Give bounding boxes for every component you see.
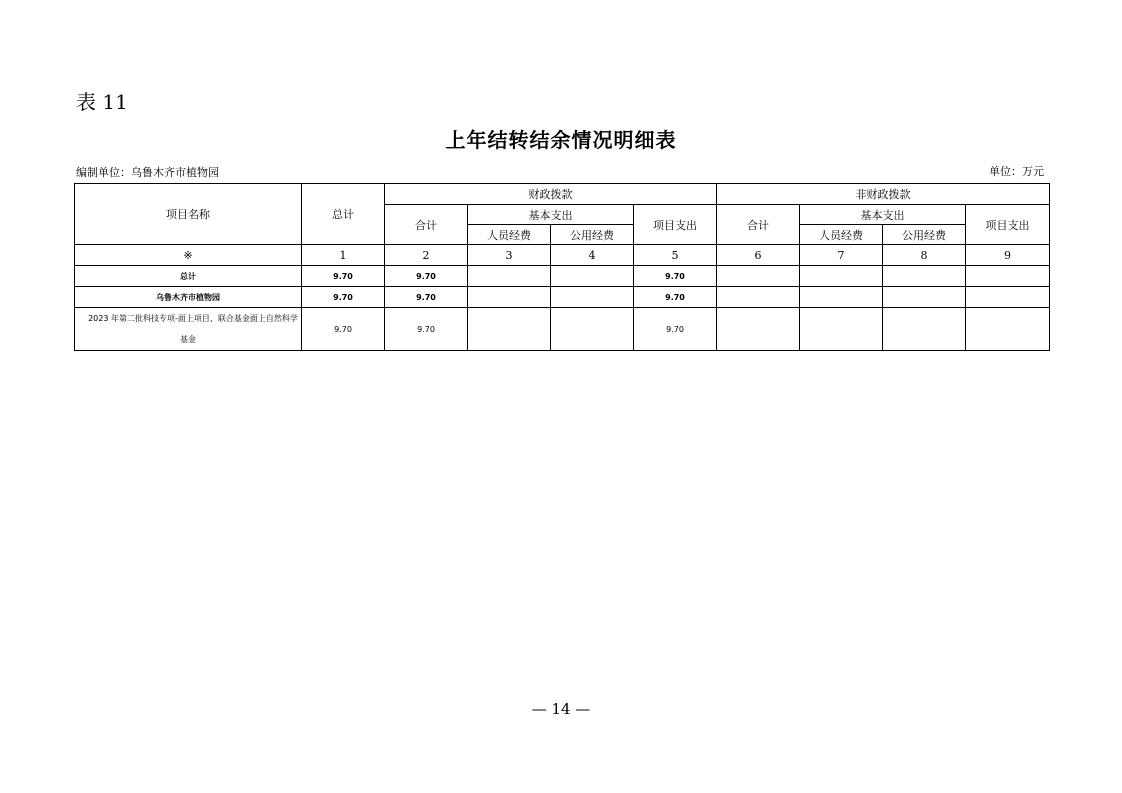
header-non-fiscal: 非财政拨款 [717, 184, 1050, 205]
header-nonfiscal-project: 项目支出 [966, 205, 1050, 245]
header-nonfiscal-subtotal: 合计 [717, 205, 800, 245]
index-mark: ※ [75, 245, 302, 266]
table-row-unit [75, 287, 1050, 308]
row-cell [883, 266, 966, 287]
header-fiscal-public: 公用经费 [551, 225, 634, 245]
row-cell [717, 266, 800, 287]
row-cell: 9.70 [302, 266, 385, 287]
row-cell [551, 266, 634, 287]
row-cell [966, 287, 1050, 308]
page-title: 上年结转结余情况明细表 [445, 128, 677, 152]
row-name: 乌鲁木齐市植物园 [75, 287, 302, 308]
row-cell [717, 287, 800, 308]
index-cell: 7 [800, 245, 883, 266]
table-row-total [75, 266, 1050, 287]
row-cell: 9.70 [634, 308, 717, 351]
row-name [75, 308, 302, 351]
row-cell [717, 308, 800, 351]
header-fiscal-personnel: 人员经费 [468, 225, 551, 245]
header-nonfiscal-basic: 基本支出 [800, 205, 966, 225]
row-cell: 9.70 [634, 287, 717, 308]
index-cell: 4 [551, 245, 634, 266]
row-cell: 9.70 [385, 287, 468, 308]
compiling-unit: 编制单位：乌鲁木齐市植物园 [76, 166, 219, 179]
row-cell [800, 287, 883, 308]
row-cell: 9.70 [634, 266, 717, 287]
row-cell [468, 308, 551, 351]
index-cell: 2 [385, 245, 468, 266]
index-cell: 1 [302, 245, 385, 266]
index-cell: 9 [966, 245, 1050, 266]
header-fiscal-basic: 基本支出 [468, 205, 634, 225]
index-row [75, 245, 1050, 266]
index-cell: 6 [717, 245, 800, 266]
header-fiscal-subtotal: 合计 [385, 205, 468, 245]
header-fiscal-project: 项目支出 [634, 205, 717, 245]
page-number: — 14 — [531, 700, 591, 718]
row-cell [800, 266, 883, 287]
row-cell [883, 287, 966, 308]
row-cell: 9.70 [385, 308, 468, 351]
table-number: 表 11 [76, 90, 128, 114]
carryover-table [74, 183, 1050, 351]
project-name: 2023 年第二批科技专项-面上项目、联合基金面上自然科学基金 [88, 314, 298, 344]
index-cell: 8 [883, 245, 966, 266]
header-nonfiscal-public: 公用经费 [883, 225, 966, 245]
row-cell: 9.70 [302, 287, 385, 308]
unit-label: 单位：万元 [989, 165, 1044, 178]
index-cell: 3 [468, 245, 551, 266]
row-cell [883, 308, 966, 351]
row-cell [551, 287, 634, 308]
row-cell [966, 266, 1050, 287]
header-fiscal: 财政拨款 [385, 184, 717, 205]
header-nonfiscal-personnel: 人员经费 [800, 225, 883, 245]
header-item-name: 项目名称 [75, 184, 302, 245]
row-cell: 9.70 [385, 266, 468, 287]
row-cell [551, 308, 634, 351]
table-row-project [75, 308, 1050, 351]
row-cell [800, 308, 883, 351]
row-cell [468, 287, 551, 308]
row-cell: 9.70 [302, 308, 385, 351]
row-cell [966, 308, 1050, 351]
index-cell: 5 [634, 245, 717, 266]
row-cell [468, 266, 551, 287]
header-total: 总计 [302, 184, 385, 245]
row-name: 总计 [75, 266, 302, 287]
